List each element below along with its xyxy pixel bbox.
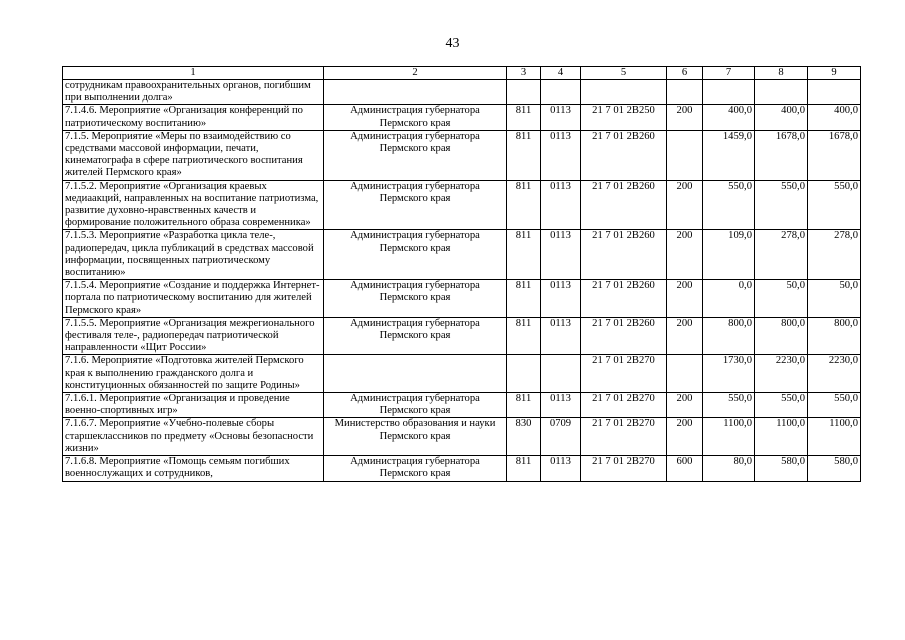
section-cell: 0113	[541, 230, 581, 280]
target-article-cell	[581, 80, 667, 105]
code-cell: 811	[507, 280, 541, 318]
expense-type-cell: 600	[667, 456, 703, 481]
table-row	[63, 355, 861, 393]
target-article-cell: 21 7 01 2В260	[581, 180, 667, 230]
code-cell: 811	[507, 130, 541, 180]
column-header: 3	[507, 67, 541, 80]
amount-cell: 109,0	[703, 230, 755, 280]
amount-cell: 50,0	[755, 280, 808, 318]
column-header: 6	[667, 67, 703, 80]
expense-type-cell: 200	[667, 393, 703, 418]
expense-type-cell: 200	[667, 280, 703, 318]
code-cell	[507, 355, 541, 393]
amount-cell	[755, 80, 808, 105]
table-body	[63, 67, 861, 482]
amount-cell: 278,0	[755, 230, 808, 280]
amount-cell: 278,0	[808, 230, 861, 280]
amount-cell: 800,0	[755, 317, 808, 355]
measure-name-cell: 7.1.4.6. Мероприятие «Организация конференций по патриотическому воспитанию»	[63, 105, 324, 130]
amount-cell: 800,0	[703, 317, 755, 355]
measure-name-cell: 7.1.5.2. Мероприятие «Организация краевых медиаакций, направленных на воспитание патриотизма, развитие духовно-нравственных качеств и формирование положительного образа современника»	[63, 180, 324, 230]
administrator-cell: Администрация губернатора Пермского края	[324, 317, 507, 355]
administrator-cell: Администрация губернатора Пермского края	[324, 180, 507, 230]
section-cell: 0113	[541, 317, 581, 355]
administrator-cell: Администрация губернатора Пермского края	[324, 280, 507, 318]
section-cell: 0113	[541, 393, 581, 418]
administrator-cell: Администрация губернатора Пермского края	[324, 456, 507, 481]
administrator-cell: Администрация губернатора Пермского края	[324, 105, 507, 130]
section-cell: 0113	[541, 180, 581, 230]
expense-type-cell	[667, 130, 703, 180]
amount-cell: 550,0	[808, 393, 861, 418]
target-article-cell: 21 7 01 2В260	[581, 280, 667, 318]
table-row	[63, 105, 861, 130]
code-cell: 811	[507, 393, 541, 418]
amount-cell: 550,0	[755, 393, 808, 418]
measure-name-cell: сотрудникам правоохранительных органов, погибшим при выполнении долга»	[63, 80, 324, 105]
code-cell: 811	[507, 456, 541, 481]
expense-type-cell: 200	[667, 105, 703, 130]
amount-cell: 580,0	[755, 456, 808, 481]
measure-name-cell: 7.1.6.1. Мероприятие «Организация и проведение военно-спортивных игр»	[63, 393, 324, 418]
amount-cell: 1100,0	[703, 418, 755, 456]
amount-cell: 550,0	[808, 180, 861, 230]
code-cell: 811	[507, 105, 541, 130]
measure-name-cell: 7.1.6.8. Мероприятие «Помощь семьям погибших военнослужащих и сотрудников,	[63, 456, 324, 481]
amount-cell: 1100,0	[755, 418, 808, 456]
target-article-cell: 21 7 01 2В270	[581, 393, 667, 418]
target-article-cell: 21 7 01 2В260	[581, 230, 667, 280]
expense-type-cell: 200	[667, 317, 703, 355]
target-article-cell: 21 7 01 2В270	[581, 456, 667, 481]
table-row	[63, 317, 861, 355]
amount-cell: 580,0	[808, 456, 861, 481]
expense-type-cell: 200	[667, 180, 703, 230]
expense-type-cell: 200	[667, 418, 703, 456]
table-row	[63, 80, 861, 105]
administrator-cell: Администрация губернатора Пермского края	[324, 393, 507, 418]
table-row	[63, 280, 861, 318]
target-article-cell: 21 7 01 2В270	[581, 355, 667, 393]
target-article-cell: 21 7 01 2В250	[581, 105, 667, 130]
measure-name-cell: 7.1.6. Мероприятие «Подготовка жителей Пермского края к выполнению гражданского долга и конституционных обязанностей по защите Родины»	[63, 355, 324, 393]
amount-cell: 50,0	[808, 280, 861, 318]
amount-cell: 400,0	[703, 105, 755, 130]
measure-name-cell: 7.1.5.4. Мероприятие «Создание и поддержка Интернет-портала по патриотическому воспитанию для жителей Пермского края»	[63, 280, 324, 318]
amount-cell: 800,0	[808, 317, 861, 355]
amount-cell: 1730,0	[703, 355, 755, 393]
column-header: 8	[755, 67, 808, 80]
table-row	[63, 180, 861, 230]
header-row	[63, 67, 861, 80]
column-header: 5	[581, 67, 667, 80]
target-article-cell: 21 7 01 2В260	[581, 130, 667, 180]
section-cell	[541, 80, 581, 105]
amount-cell: 2230,0	[755, 355, 808, 393]
amount-cell: 1678,0	[755, 130, 808, 180]
amount-cell: 400,0	[808, 105, 861, 130]
administrator-cell: Администрация губернатора Пермского края	[324, 230, 507, 280]
measure-name-cell: 7.1.5.3. Мероприятие «Разработка цикла теле-, радиопередач, цикла публикаций в средствах массовой информации, посвященных патриотическому воспитанию»	[63, 230, 324, 280]
table-row	[63, 456, 861, 481]
section-cell: 0113	[541, 130, 581, 180]
section-cell: 0709	[541, 418, 581, 456]
expense-type-cell	[667, 80, 703, 105]
measure-name-cell: 7.1.6.7. Мероприятие «Учебно-полевые сборы старшеклассников по предмету «Основы безопасности жизни»	[63, 418, 324, 456]
column-header: 2	[324, 67, 507, 80]
measure-name-cell: 7.1.5. Мероприятие «Меры по взаимодействию со средствами массовой информации, печати, кинематографа в сфере патриотического воспитания жителей Пермского края»	[63, 130, 324, 180]
target-article-cell: 21 7 01 2В270	[581, 418, 667, 456]
section-cell: 0113	[541, 456, 581, 481]
code-cell: 811	[507, 317, 541, 355]
administrator-cell	[324, 80, 507, 105]
code-cell	[507, 80, 541, 105]
table-row	[63, 393, 861, 418]
expense-type-cell: 200	[667, 230, 703, 280]
amount-cell	[703, 80, 755, 105]
amount-cell: 550,0	[755, 180, 808, 230]
administrator-cell: Администрация губернатора Пермского края	[324, 130, 507, 180]
column-header: 4	[541, 67, 581, 80]
code-cell: 811	[507, 180, 541, 230]
table-row	[63, 130, 861, 180]
amount-cell	[808, 80, 861, 105]
column-header: 9	[808, 67, 861, 80]
amount-cell: 1100,0	[808, 418, 861, 456]
budget-table	[62, 66, 861, 482]
amount-cell: 0,0	[703, 280, 755, 318]
amount-cell: 2230,0	[808, 355, 861, 393]
amount-cell: 400,0	[755, 105, 808, 130]
section-cell: 0113	[541, 105, 581, 130]
measure-name-cell: 7.1.5.5. Мероприятие «Организация межрегионального фестиваля теле-, радиопередач патриотической направленности «Щит России»	[63, 317, 324, 355]
amount-cell: 80,0	[703, 456, 755, 481]
code-cell: 830	[507, 418, 541, 456]
administrator-cell	[324, 355, 507, 393]
expense-type-cell	[667, 355, 703, 393]
table-row	[63, 230, 861, 280]
amount-cell: 550,0	[703, 180, 755, 230]
section-cell	[541, 355, 581, 393]
code-cell: 811	[507, 230, 541, 280]
amount-cell: 550,0	[703, 393, 755, 418]
table-row	[63, 418, 861, 456]
amount-cell: 1459,0	[703, 130, 755, 180]
target-article-cell: 21 7 01 2В260	[581, 317, 667, 355]
section-cell: 0113	[541, 280, 581, 318]
column-header: 7	[703, 67, 755, 80]
page-number: 43	[445, 36, 460, 51]
amount-cell: 1678,0	[808, 130, 861, 180]
administrator-cell: Министерство образования и науки Пермского края	[324, 418, 507, 456]
column-header: 1	[63, 67, 324, 80]
